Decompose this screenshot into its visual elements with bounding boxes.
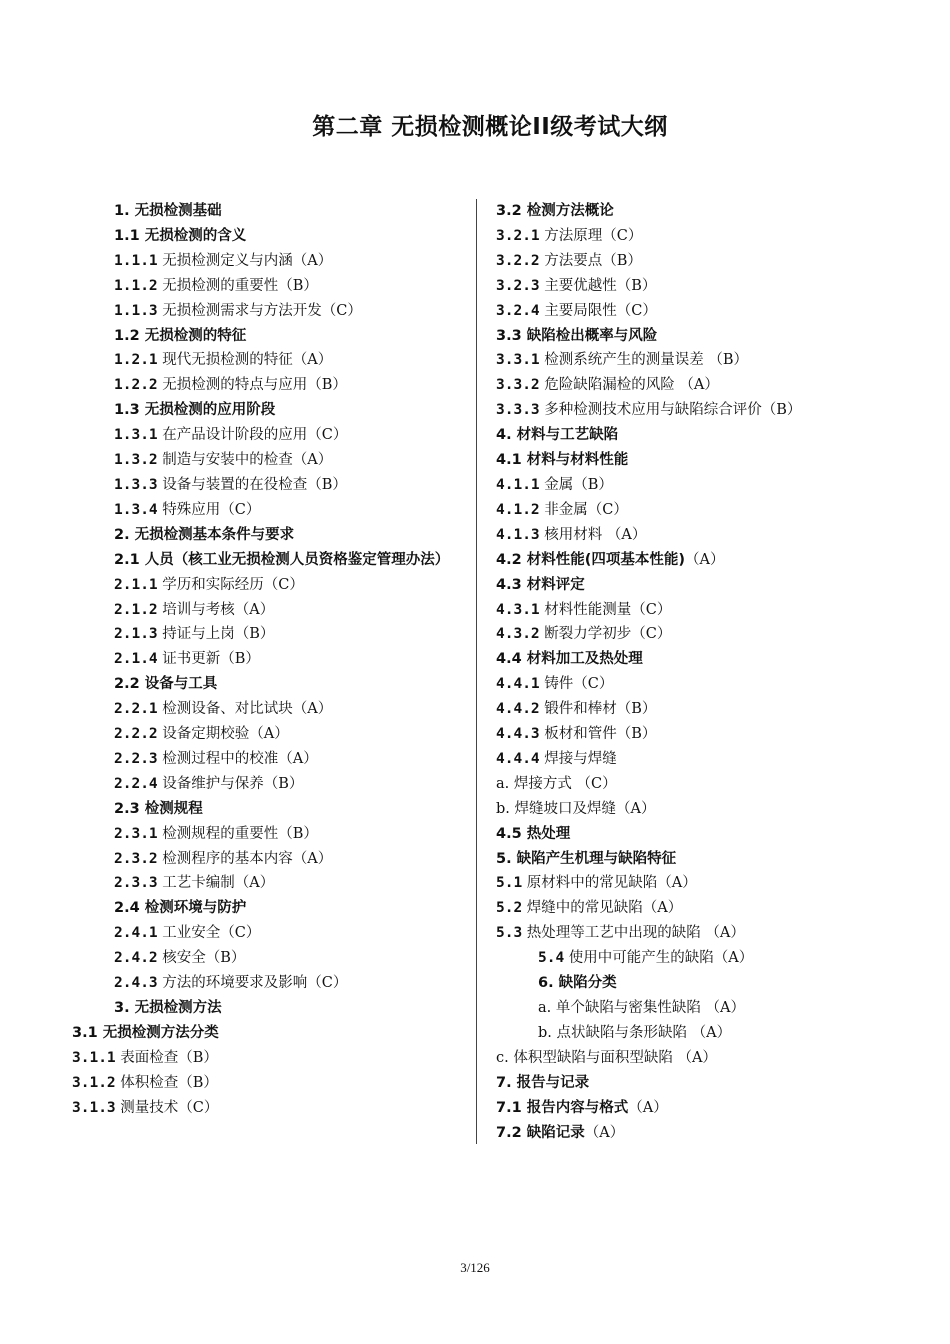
outline-item: [496, 896, 936, 921]
outline-item-number: 3.3.3: [496, 402, 540, 419]
outline-item-text: 核安全（B）: [157, 950, 246, 967]
outline-item: [496, 249, 936, 274]
outline-item-text: 现代无损检测的特征（A）: [157, 352, 333, 369]
outline-item-text: 核用材料 （A）: [539, 526, 647, 543]
outline-item-text: 2.4 检测环境与防护: [114, 900, 247, 917]
outline-item-number: 2.3.3: [114, 875, 158, 892]
outline-item: [72, 622, 470, 647]
outline-item: [72, 921, 470, 946]
outline-item-number: 3.1.2: [72, 1074, 116, 1091]
outline-item-text: 设备定期校验（A）: [157, 726, 289, 743]
outline-item-text: （A）: [628, 1099, 668, 1116]
outline-item-number: 2.1.4: [114, 651, 158, 668]
outline-item: [496, 996, 936, 1021]
outline-item-number: 5.2: [496, 900, 523, 917]
outline-item-text: 设备与装置的在役检查（B）: [157, 476, 347, 493]
outline-item: [496, 747, 936, 772]
outline-item-text: 锻件和棒材（B）: [539, 701, 657, 718]
outline-item-text: 证书更新（B）: [157, 651, 260, 668]
outline-item-number: 2.3.1: [114, 825, 158, 842]
outline-item: [496, 697, 936, 722]
outline-item-number: 3.1.3: [72, 1099, 116, 1116]
outline-item: [496, 573, 936, 598]
outline-item: [496, 647, 936, 672]
outline-item: [496, 398, 936, 423]
outline-item: [496, 548, 936, 573]
outline-item-text: 制造与安装中的检查（A）: [157, 452, 333, 469]
outline-item: [496, 423, 936, 448]
outline-item-number: 2.2.1: [114, 701, 158, 718]
outline-item-number: 2.4.1: [114, 925, 158, 942]
outline-item: [72, 822, 470, 847]
outline-item-number: 3.3.1: [496, 352, 540, 369]
page-number: 3/126: [460, 1260, 490, 1275]
outline-item: [72, 797, 470, 822]
outline-item-text: 焊缝中的常见缺陷（A）: [522, 900, 683, 917]
outline-item-text: b. 焊缝坡口及焊缝（A）: [496, 800, 656, 817]
outline-item-number: 5.3: [496, 925, 523, 942]
outline-item-text: a. 焊接方式 （C）: [496, 775, 617, 792]
outline-item-number: 3.2.3: [496, 277, 540, 294]
outline-item-text: 无损检测的重要性（B）: [157, 277, 318, 294]
outline-item-number: 2.1.2: [114, 601, 158, 618]
outline-item-text: 7. 报告与记录: [496, 1074, 590, 1091]
outline-item-text: 检测系统产生的测量误差 （B）: [539, 352, 749, 369]
outline-item: [72, 224, 470, 249]
outline-item-text: 检测程序的基本内容（A）: [157, 850, 333, 867]
outline-item: [496, 448, 936, 473]
outline-item-text: 焊接与焊缝: [539, 750, 617, 767]
outline-item-text: b. 点状缺陷与条形缺陷 （A）: [538, 1024, 732, 1041]
outline-item-text: 无损检测定义与内涵（A）: [157, 252, 333, 269]
outline-item: [72, 847, 470, 872]
outline-item: [72, 971, 470, 996]
outline-item-text: 主要优越性（B）: [539, 277, 657, 294]
outline-item: [496, 1021, 936, 1046]
outline-item-number: 2.2.4: [114, 775, 158, 792]
outline-item-text: 使用中可能产生的缺陷（A）: [564, 950, 754, 967]
outline-item: [72, 373, 470, 398]
outline-item-text: 4.5 热处理: [496, 825, 571, 842]
outline-item: [72, 946, 470, 971]
outline-item-text: 铸件（C）: [539, 676, 614, 693]
outline-item: [496, 622, 936, 647]
outline-item-text: （A）: [685, 551, 725, 568]
outline-item: [72, 348, 470, 373]
outline-item: [496, 598, 936, 623]
outline-item-text: 4.1 材料与材料性能: [496, 452, 629, 469]
outline-item: [72, 274, 470, 299]
outline-item: [72, 896, 470, 921]
outline-item-text: 测量技术（C）: [115, 1099, 219, 1116]
outline-item-number: 4.4.3: [496, 726, 540, 743]
outline-item-text: 板材和管件（B）: [539, 726, 657, 743]
outline-item-text: 方法要点（B）: [539, 252, 642, 269]
outline-item-text: 工业安全（C）: [157, 925, 261, 942]
outline-item: [72, 1046, 470, 1071]
outline-left-column: [72, 199, 470, 1121]
outline-item-heading: 7.2 缺陷记录: [496, 1124, 585, 1141]
outline-item: [72, 1021, 470, 1046]
outline-item-number: 1.1.3: [114, 302, 158, 319]
outline-item-text: （A）: [584, 1124, 625, 1141]
outline-item-number: 4.4.2: [496, 701, 540, 718]
outline-item: [496, 797, 936, 822]
outline-item-number: 1.3.2: [114, 452, 158, 469]
outline-item: [72, 598, 470, 623]
outline-item-number: 1.1.1: [114, 252, 158, 269]
outline-item-text: a. 单个缺陷与密集性缺陷 （A）: [538, 1000, 745, 1016]
outline-item-text: 4.3 材料评定: [496, 576, 585, 593]
outline-item: [72, 871, 470, 896]
outline-item: [72, 672, 470, 697]
outline-item: [496, 473, 936, 498]
outline-item-text: 设备维护与保养（B）: [157, 775, 304, 792]
outline-item-text: 2.1 人员（核工业无损检测人员资格鉴定管理办法）: [114, 551, 450, 568]
outline-item-text: 培训与考核（A）: [157, 601, 275, 618]
outline-item-number: 1.3.3: [114, 476, 158, 493]
outline-item-number: 3.3.2: [496, 377, 540, 394]
outline-item-text: 2. 无损检测基本条件与要求: [114, 526, 295, 543]
outline-item: [496, 498, 936, 523]
outline-item-heading: 7.1 报告内容与格式: [496, 1099, 629, 1116]
outline-item-text: 工艺卡编制（A）: [157, 875, 275, 892]
outline-item-text: 方法的环境要求及影响（C）: [157, 975, 348, 992]
outline-item-number: 4.1.2: [496, 501, 540, 518]
outline-item-number: 2.4.2: [114, 950, 158, 967]
outline-item: [72, 473, 470, 498]
outline-item-text: 4.4 材料加工及热处理: [496, 651, 643, 668]
outline-item-number: 4.3.2: [496, 626, 540, 643]
column-divider: [476, 199, 477, 1144]
outline-item: [496, 971, 936, 996]
outline-item-text: 5. 缺陷产生机理与缺陷特征: [496, 850, 677, 867]
outline-item: [496, 324, 936, 349]
outline-item-text: 检测过程中的校准（A）: [157, 750, 318, 767]
outline-item-number: 1.3.4: [114, 501, 158, 518]
outline-item: [496, 299, 936, 324]
outline-item-text: 无损检测需求与方法开发（C）: [157, 302, 362, 319]
outline-item: [496, 672, 936, 697]
outline-item: [496, 1121, 936, 1146]
outline-item-text: 表面检查（B）: [115, 1049, 218, 1066]
outline-item: [496, 199, 936, 224]
page-title: 第二章 无损检测概论II级考试大纲: [312, 114, 668, 140]
outline-item: [72, 573, 470, 598]
outline-item: [72, 299, 470, 324]
outline-item-text: 检测规程的重要性（B）: [157, 825, 318, 842]
outline-item: [496, 772, 936, 797]
outline-item-number: 5.1: [496, 875, 523, 892]
outline-item: [72, 523, 470, 548]
outline-item: [496, 373, 936, 398]
outline-item-number: 2.4.3: [114, 975, 158, 992]
outline-item-number: 4.1.1: [496, 476, 540, 493]
outline-item-number: 4.3.1: [496, 601, 540, 618]
outline-item: [496, 871, 936, 896]
outline-item-text: 危险缺陷漏检的风险 （A）: [539, 377, 719, 394]
outline-item: [72, 1071, 470, 1096]
outline-item-text: 1.1 无损检测的含义: [114, 227, 247, 244]
outline-item-text: 断裂力学初步（C）: [539, 626, 672, 643]
outline-item-number: 3.2.1: [496, 227, 540, 244]
outline-item-heading: 4.2 材料性能(四项基本性能): [496, 551, 685, 568]
outline-item: [72, 249, 470, 274]
outline-item-number: 2.2.2: [114, 726, 158, 743]
outline-item-text: 非金属（C）: [539, 501, 628, 518]
outline-item-text: 在产品设计阶段的应用（C）: [157, 427, 348, 444]
outline-item-number: 2.1.3: [114, 626, 158, 643]
outline-item-number: 1.3.1: [114, 427, 158, 444]
outline-item-text: 3.1 无损检测方法分类: [72, 1024, 219, 1041]
outline-item-text: 材料性能测量（C）: [539, 601, 672, 618]
outline-item: [496, 1071, 936, 1096]
outline-item-number: 1.2.1: [114, 352, 158, 369]
outline-item-text: 体积检查（B）: [115, 1074, 218, 1091]
outline-item-text: 3.2 检测方法概论: [496, 203, 614, 219]
outline-item: [496, 822, 936, 847]
outline-item: [72, 722, 470, 747]
outline-item: [496, 722, 936, 747]
outline-item: [496, 1046, 936, 1071]
outline-item: [496, 847, 936, 872]
outline-item-text: 金属（B）: [539, 476, 613, 493]
outline-item-text: 主要局限性（C）: [539, 302, 657, 319]
outline-item-number: 3.2.4: [496, 302, 540, 319]
outline-item-number: 1.1.2: [114, 277, 158, 294]
outline-item-text: 特殊应用（C）: [157, 501, 261, 518]
outline-item-number: 2.1.1: [114, 576, 158, 593]
outline-item: [496, 921, 936, 946]
outline-item: [72, 324, 470, 349]
outline-item-number: 2.3.2: [114, 850, 158, 867]
outline-item: [72, 647, 470, 672]
outline-item: [496, 1096, 936, 1121]
outline-item: [72, 996, 470, 1021]
outline-item: [72, 772, 470, 797]
outline-item-number: 5.4: [538, 950, 565, 967]
outline-item: [72, 448, 470, 473]
outline-item-text: 2.3 检测规程: [114, 800, 203, 817]
outline-item-number: 2.2.3: [114, 750, 158, 767]
outline-item-text: 检测设备、对比试块（A）: [157, 701, 333, 718]
outline-item: [72, 199, 470, 224]
outline-item: [496, 274, 936, 299]
outline-item-number: 3.1.1: [72, 1049, 116, 1066]
outline-item: [72, 1096, 470, 1121]
outline-item: [496, 946, 936, 971]
outline-item-number: 1.2.2: [114, 377, 158, 394]
outline-item-text: 3. 无损检测方法: [114, 1000, 222, 1016]
outline-item: [72, 697, 470, 722]
outline-right-column: [496, 199, 936, 1145]
outline-item: [72, 398, 470, 423]
outline-item-text: 学历和实际经历（C）: [157, 576, 304, 593]
outline-item: [72, 548, 470, 573]
outline-item: [496, 348, 936, 373]
outline-item-text: 4. 材料与工艺缺陷: [496, 427, 619, 444]
outline-item-number: 4.4.4: [496, 750, 540, 767]
outline-item: [72, 747, 470, 772]
outline-item-text: c. 体积型缺陷与面积型缺陷 （A）: [496, 1049, 717, 1066]
outline-item-number: 3.2.2: [496, 252, 540, 269]
outline-item-text: 方法原理（C）: [539, 227, 643, 244]
outline-item-text: 热处理等工艺中出现的缺陷 （A）: [522, 925, 745, 942]
outline-item-number: 4.4.1: [496, 676, 540, 693]
outline-item: [72, 423, 470, 448]
outline-item: [496, 523, 936, 548]
outline-item-number: 4.1.3: [496, 526, 540, 543]
outline-item: [72, 498, 470, 523]
outline-item-text: 1.2 无损检测的特征: [114, 327, 247, 344]
outline-item: [496, 224, 936, 249]
outline-item-text: 3.3 缺陷检出概率与风险: [496, 327, 658, 344]
outline-item-text: 无损检测的特点与应用（B）: [157, 377, 347, 394]
outline-item-text: 1. 无损检测基础: [114, 203, 222, 219]
outline-item-text: 持证与上岗（B）: [157, 626, 275, 643]
outline-item-text: 原材料中的常见缺陷（A）: [522, 875, 697, 892]
outline-item-text: 2.2 设备与工具: [114, 676, 218, 693]
outline-item-text: 1.3 无损检测的应用阶段: [114, 402, 276, 419]
outline-item-text: 多种检测技术应用与缺陷综合评价（B）: [539, 402, 802, 419]
outline-item-text: 6. 缺陷分类: [538, 975, 617, 992]
